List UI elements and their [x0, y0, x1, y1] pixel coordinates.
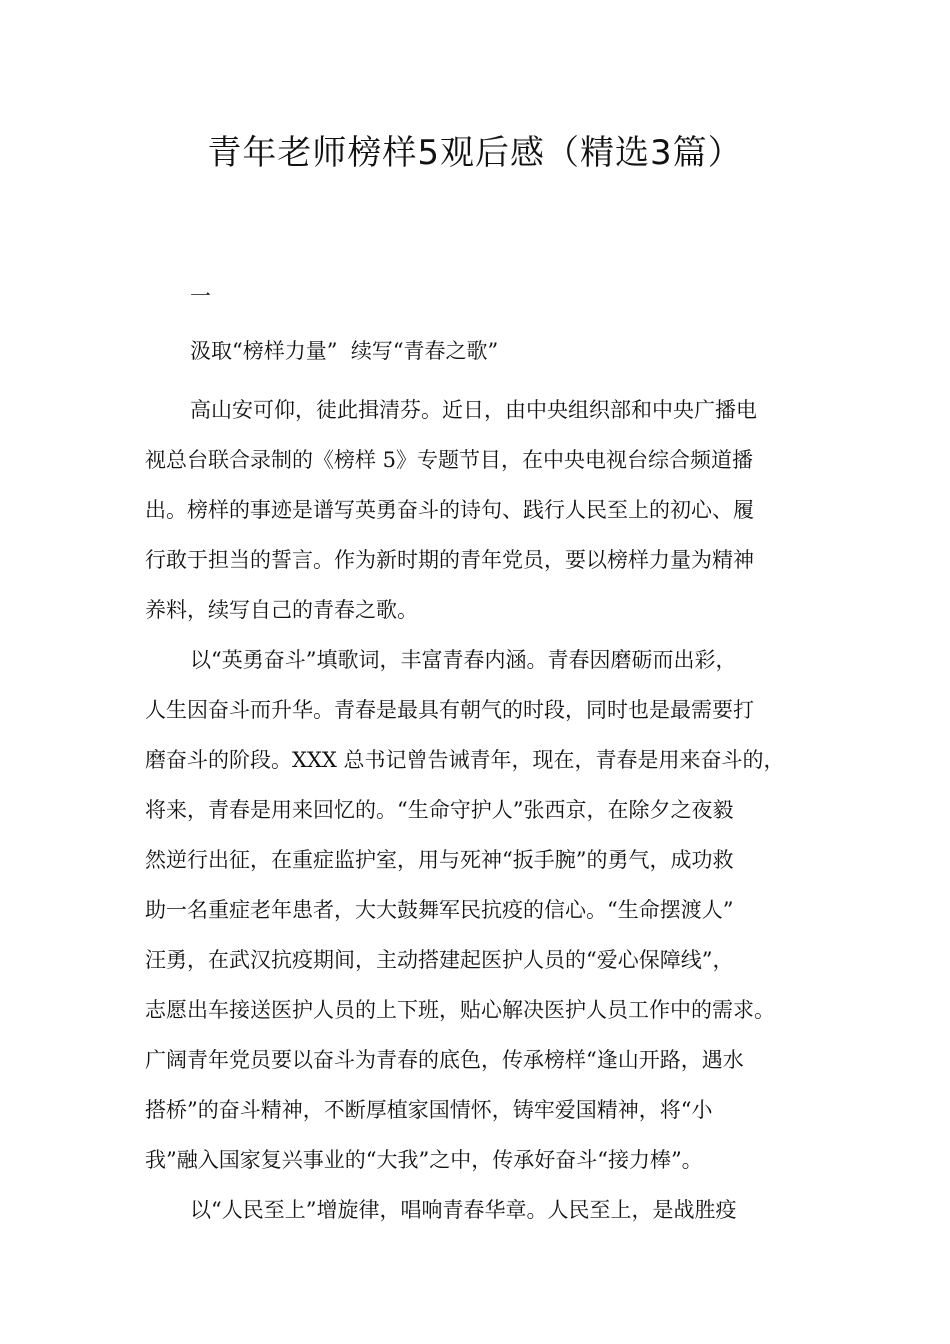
text-line: 然逆行出征，在重症监护室，用与死神“扳手腕”的勇气，成功救	[145, 848, 734, 872]
text-line: 我”融入国家复兴事业的“大我”之中，传承好奋斗“接力棒”。	[145, 1148, 703, 1172]
text-line: 磨奋斗的阶段。XXX 总书记曾告诫青年，现在，青春是用来奋斗的，	[145, 748, 785, 772]
section-number: 一	[190, 284, 211, 308]
text-line: 行敢于担当的誓言。作为新时期的青年党员，要以榜样力量为精神	[145, 548, 754, 572]
text-line: 以“英勇奋斗”填歌词，丰富青春内涵。青春因磨砺而出彩，	[190, 648, 737, 672]
text-line: 出。榜样的事迹是谱写英勇奋斗的诗句、践行人民至上的初心、履	[145, 498, 754, 522]
paragraph-2	[145, 635, 835, 1185]
text-line: 人生因奋斗而升华。青春是最具有朝气的时段，同时也是最需要打	[145, 698, 754, 722]
text-line: 养料，续写自己的青春之歌。	[145, 598, 418, 622]
text-line: 将来，青春是用来回忆的。“生命守护人”张西京，在除夕之夜毅	[145, 798, 734, 822]
text-line: 搭桥”的奋斗精神，不断厚植家国情怀，铸牢爱国精神，将“小	[145, 1098, 713, 1122]
body-text	[145, 385, 835, 1235]
paragraph-3	[145, 1185, 835, 1235]
text-line: 助一名重症老年患者，大大鼓舞军民抗疫的信心。“生命摆渡人”	[145, 898, 734, 922]
document-title: 青年老师榜样5观后感（精选3篇）	[207, 133, 743, 173]
section-subtitle: 汲取“榜样力量” 续写“青春之歌”	[190, 339, 499, 363]
text-line: 广阔青年党员要以奋斗为青春的底色，传承榜样“逢山开路，遇水	[145, 1048, 744, 1072]
text-line: 视总台联合录制的《榜样 5》专题节目，在中央电视台综合频道播	[145, 448, 754, 472]
paragraph-1	[145, 385, 835, 635]
text-line: 汪勇，在武汉抗疫期间，主动搭建起医护人员的“爱心保障线”，	[145, 948, 734, 972]
text-line: 以“人民至上”增旋律，唱响青春华章。人民至上，是战胜疫	[190, 1198, 737, 1222]
text-line: 志愿出车接送医护人员的上下班，贴心解决医护人员工作中的需求。	[145, 998, 775, 1022]
text-line: 高山安可仰，徒此揖清芬。近日，由中央组织部和中央广播电	[190, 398, 757, 422]
